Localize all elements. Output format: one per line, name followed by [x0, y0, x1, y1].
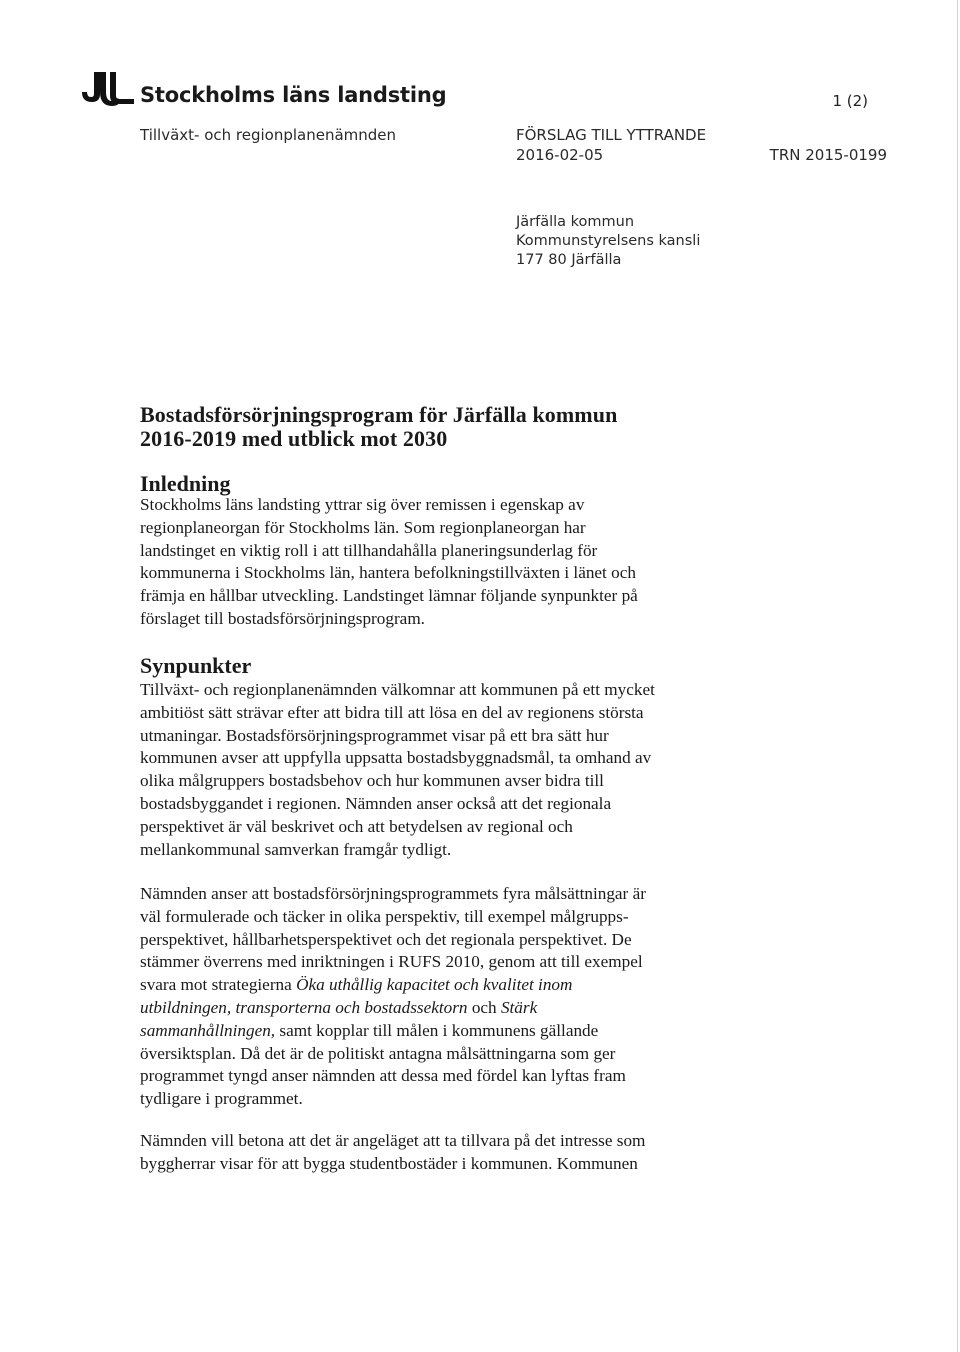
text-line: kommunerna i Stockholms län, hantera befolkningstillväxten i länet och	[140, 563, 636, 583]
paragraph-synpunkter-1	[140, 679, 740, 861]
heading-inledning: Inledning	[140, 471, 231, 496]
scan-edge	[957, 0, 958, 1352]
paragraph-synpunkter-3	[140, 1130, 740, 1176]
text-run: och	[467, 997, 501, 1017]
document-type: FÖRSLAG TILL YTTRANDE	[516, 126, 707, 144]
text-line: kommunen avser att uppfylla uppsatta bostadsbyggnadsmål, ta omhand av	[140, 748, 652, 768]
recipient-line: Kommunstyrelsens kansli	[516, 233, 701, 249]
document-date: 2016-02-05	[516, 146, 604, 164]
title-line: 2016-2019 med utblick mot 2030	[140, 426, 448, 451]
page-number: 1 (2)	[832, 92, 868, 110]
document-title	[140, 403, 740, 451]
committee-name: Tillväxt- och regionplanenämnden	[140, 126, 397, 144]
text-line: perspektivet, hållbarhetsperspektivet och det regionala perspektivet. De	[140, 929, 632, 949]
paragraph-inledning	[140, 494, 740, 631]
italic-strategy-name: Stärk	[500, 997, 538, 1017]
text-line: stämmer överrens med inriktningen i RUFS 2010, genom att till exempel	[140, 952, 643, 972]
text-line	[140, 997, 740, 1020]
text-line: tydligare i programmet.	[140, 1089, 303, 1109]
heading-synpunkter: Synpunkter	[140, 653, 252, 678]
text-line: främja en hållbar utveckling. Landstinget lämnar följande synpunkter på	[140, 586, 638, 606]
text-line: bostadsbyggandet i regionen. Nämnden anser också att det regionala	[140, 793, 612, 813]
text-line: förslaget till bostadsförsörjningsprogram.	[140, 608, 425, 628]
sll-logo-icon	[80, 66, 136, 108]
text-line: utmaningar. Bostadsförsörjningsprogrammet visar på ett bra sätt hur	[140, 725, 609, 745]
recipient-line: 177 80 Järfälla	[516, 252, 622, 268]
text-line: perspektivet är väl beskrivet och att betydelsen av regional och	[140, 816, 573, 836]
text-line: byggherrar visar för att bygga studentbostäder i kommunen. Kommunen	[140, 1153, 638, 1173]
text-line	[140, 974, 740, 997]
italic-strategy-name: sammanhållningen,	[140, 1020, 276, 1040]
text-line: Nämnden vill betona att det är angeläget att ta tillvara på det intresse som	[140, 1131, 646, 1150]
document-reference: TRN 2015-0199	[769, 146, 887, 164]
text-line: väl formulerade och täcker in olika perspektiv, till exempel målgrupps-	[140, 906, 629, 926]
text-line: ambitiöst sätt strävar efter att bidra till att lösa en del av regionens största	[140, 702, 644, 722]
text-line: regionplaneorgan för Stockholms län. Som regionplaneorgan har	[140, 517, 586, 537]
title-line: Bostadsförsörjningsprogram för Järfälla kommun	[140, 402, 618, 427]
recipient-line: Järfälla kommun	[516, 214, 635, 230]
italic-strategy-name: Öka uthållig kapacitet och kvalitet inom	[296, 975, 573, 995]
text-line: översiktsplan. Då det är de politiskt antagna målsättningarna som ger	[140, 1043, 616, 1063]
text-line: Tillväxt- och regionplanenämnden välkomnar att kommunen på ett mycket	[140, 680, 655, 699]
recipient-address	[516, 213, 700, 270]
text-line: Nämnden anser att bostadsförsörjningsprogrammets fyra målsättningar är	[140, 884, 646, 903]
text-line: Stockholms läns landsting yttrar sig över remissen i egenskap av	[140, 495, 585, 514]
text-line: mellankommunal samverkan framgår tydligt.	[140, 839, 452, 859]
paragraph-synpunkter-2	[140, 883, 740, 1111]
italic-strategy-name: utbildningen, transporterna och bostadssektorn	[140, 997, 468, 1017]
text-line: landstinget en viktig roll i att tillhandahålla planeringsunderlag för	[140, 540, 598, 560]
organization-name: Stockholms läns landsting	[140, 83, 447, 107]
text-line: olika målgruppers bostadsbehov och hur kommunen avser bidra till	[140, 771, 604, 791]
text-run: svara mot strategierna	[140, 975, 297, 995]
text-run: samt kopplar till målen i kommunens gällande	[275, 1020, 599, 1040]
text-line: programmet tyngd anser nämnden att dessa med fördel kan lyftas fram	[140, 1066, 626, 1086]
text-line	[140, 1020, 740, 1043]
